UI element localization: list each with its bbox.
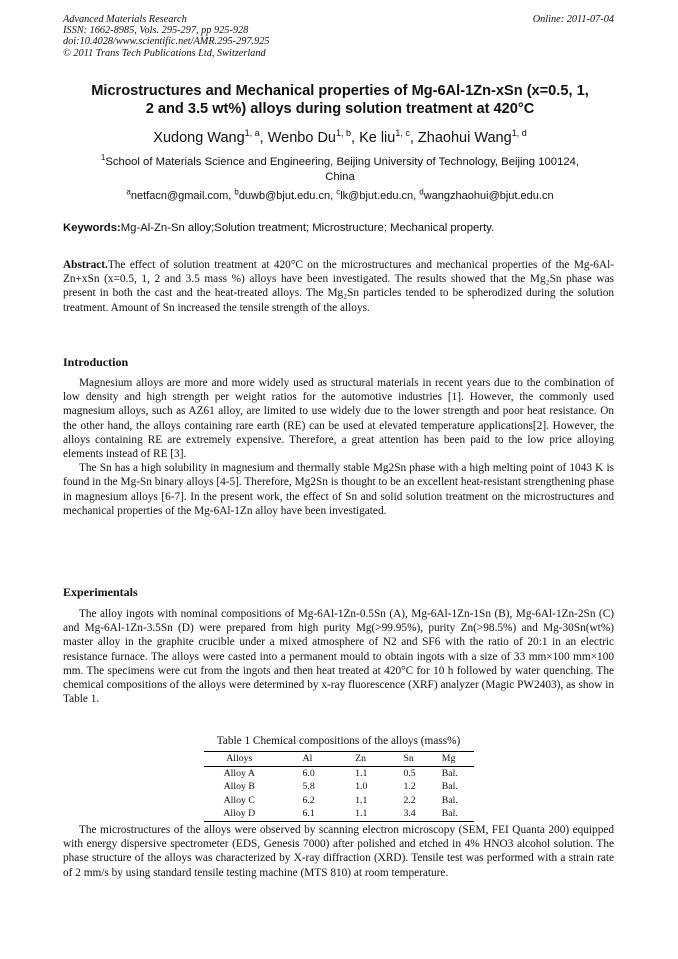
table-cell: Bal. <box>441 767 458 779</box>
table-cell: 6.1 <box>275 807 354 821</box>
title-line-1: Microstructures and Mechanical properties of Mg-6Al-1Zn-xSn (x=0.5, 1, <box>91 83 589 99</box>
author-4: Zhaohui Wang$^{1, d}$ <box>417 128 527 146</box>
introduction-section <box>63 376 614 518</box>
table-cell: Alloy A <box>223 767 255 779</box>
abstract-label: Abstract. <box>63 259 108 271</box>
email-a[interactable]: $^a$netfacn@gmail.com, <box>126 187 235 202</box>
abstract-text: The effect of solution treatment at 420°C on the microstructures and mechanical properties of the Mg-6Al-Zn+xSn (x=0.5, 1, 2 and 3.5 mass %) alloys have been investigated. The results showed that the Mg₂Sn phase was present in both the cast and the heat-treated alloys. The Mg₂Sn particles tended to be spherodized during the solution treatment. Amount of Sn increased the tensile strength of the alloys. <box>63 259 614 314</box>
table-cell: 1.1 <box>355 767 368 779</box>
table-cell: Bal. <box>442 807 474 821</box>
online-date: Online: 2011-07-04 <box>532 14 614 25</box>
journal-header <box>63 14 614 59</box>
email-list <box>60 185 620 203</box>
table-row <box>204 794 474 808</box>
journal-name: Advanced Materials Research <box>63 14 187 25</box>
table-cell: Alloy C <box>223 794 255 806</box>
table-cell: 1.0 <box>355 781 368 793</box>
col-header: Mg <box>442 752 474 767</box>
table-cell: Alloy B <box>223 781 255 793</box>
col-header: Zn <box>353 752 403 767</box>
exp-paragraph-1: The alloy ingots with nominal compositions of Mg-6Al-1Zn-0.5Sn (A), Mg-6Al-1Zn-1Sn (B), Mg-6Al-1Zn-2Sn (C) and Mg-6Al-1Zn-3.5Sn (D) were prepared from high purity Mg(>99.95%), purity Zn(>98.5%) and Mg-30Sn(wt%) master alloy in the graphite crucible under a mixed atmosphere of N2 and SF6 with the ratio of 20:1 in an electric resistance furnace. The alloys were casted into a permanent mould to obtain ingots with a size of 33 mm×100 mm×100 mm. The specimens were cut from the ingots and then heat treated at 420°C for 10 h followed by water quenching. The chemical compositions of the alloys were determined by x-ray fluorescence (XRF) analyzer (Magic PW2403), as show in Table 1. <box>63 608 614 706</box>
experimentals-section <box>63 607 614 706</box>
intro-paragraph-1: Magnesium alloys are more and more widely used as structural materials in recent years due to the combination of low density and high strength per weight ratios for the automotive industries [1]. However, the commonly used magnesium alloys, such as AZ61 alloy, are limited to use widely due to the lower strength and poor heat resistance. On the other hand, the alloys containing rare earth (RE) can be used at elevated temperature applications[2]. However, the alloys containing RE are extremely expensive. Therefore, a great attention has been paid to the low price alloying elements instead of RE [3]. <box>63 377 614 461</box>
col-header: Al <box>275 752 354 767</box>
table-cell: Bal. <box>441 781 458 793</box>
table-cell: 5.8 <box>302 781 315 793</box>
title-line-2: 2 and 3.5 wt%) alloys during solution treatment at 420°C <box>145 101 535 117</box>
intro-paragraph-2: The Sn has a high solubility in magnesium and thermally stable Mg2Sn phase with a high melting point of 1043 K is found in the Mg-Sn binary alloys [4-5]. Therefore, Mg2Sn is thought to be an excellent heat-resistant strengthening phase in magnesium alloys [6-7]. In the present work, the effect of Sn and solid solution treatment on the microstructures and mechanical properties of the Mg-6Al-1Zn alloy have been investigated. <box>63 462 614 517</box>
exp-paragraph-2: The microstructures of the alloys were observed by scanning electron microscopy (SEM, FEI Quanta 200) equipped with energy dispersive spectrometer (EDS, Genesis 7000) after polished and etched in 4% HNO3 alcohol solution. The phase structure of the alloys was characterized by X-ray diffraction (XRD). Tensile test was performed with a strain rate of 2 mm/s by using standard tensile testing machine (MTS 810) at room temperature. <box>63 824 614 879</box>
issn-line: ISSN: 1662-8985, Vols. 295-297, pp 925-928 <box>63 25 249 37</box>
table-cell: 1.2 <box>403 781 416 793</box>
keywords <box>63 221 618 235</box>
table-cell: 1.1 <box>355 794 368 806</box>
table-caption: Table 1 Chemical compositions of the alloys (mass%) <box>216 735 461 747</box>
experimentals-continued <box>63 823 614 880</box>
abstract <box>63 258 614 315</box>
composition-table <box>204 751 474 822</box>
section-heading-experimentals: Experimentals <box>63 585 138 599</box>
table-cell: 3.4 <box>403 807 441 821</box>
paper-title <box>60 82 620 118</box>
doi-line: doi:10.4028/www.scientific.net/AMR.295-297.925 <box>63 36 270 48</box>
col-header: Sn <box>403 752 441 767</box>
col-header: Alloys <box>204 752 275 767</box>
table-cell: 6.2 <box>302 794 315 806</box>
table-row <box>204 780 474 794</box>
author-1: Xudong Wang$^{1, a}$, <box>153 128 268 146</box>
table-cell: 1.1 <box>353 807 403 821</box>
email-c[interactable]: $^c$lk@bjut.edu.cn, <box>336 187 420 202</box>
author-2: Wenbo Du$^{1, b}$, <box>267 128 360 146</box>
table-row <box>204 807 474 821</box>
table-row <box>204 766 474 780</box>
author-list <box>60 124 620 147</box>
keywords-text: Mg-Al-Zn-Sn alloy;Solution treatment; Microstructure; Mechanical property. <box>120 222 495 234</box>
table-cell: 0.5 <box>403 767 416 779</box>
affiliation: $^1$School of Materials Science and Engineering, Beijing University of Technology, Beijing 100124, China <box>100 153 580 184</box>
section-heading-introduction: Introduction <box>63 355 129 369</box>
table-cell: 6.0 <box>302 767 315 779</box>
table-header-row <box>204 752 474 767</box>
keywords-label: Keywords: <box>63 222 121 234</box>
table-cell: Bal. <box>441 794 458 806</box>
table-cell: Alloy D <box>204 807 275 821</box>
author-3: Ke liu$^{1, c}$, <box>359 128 418 146</box>
email-b[interactable]: $^b$duwb@bjut.edu.cn, <box>234 187 337 202</box>
copyright-line: © 2011 Trans Tech Publications Ltd, Switzerland <box>63 47 266 59</box>
table-cell: 2.2 <box>403 794 416 806</box>
email-d[interactable]: $^d$wangzhaohui@bjut.edu.cn <box>419 187 554 202</box>
